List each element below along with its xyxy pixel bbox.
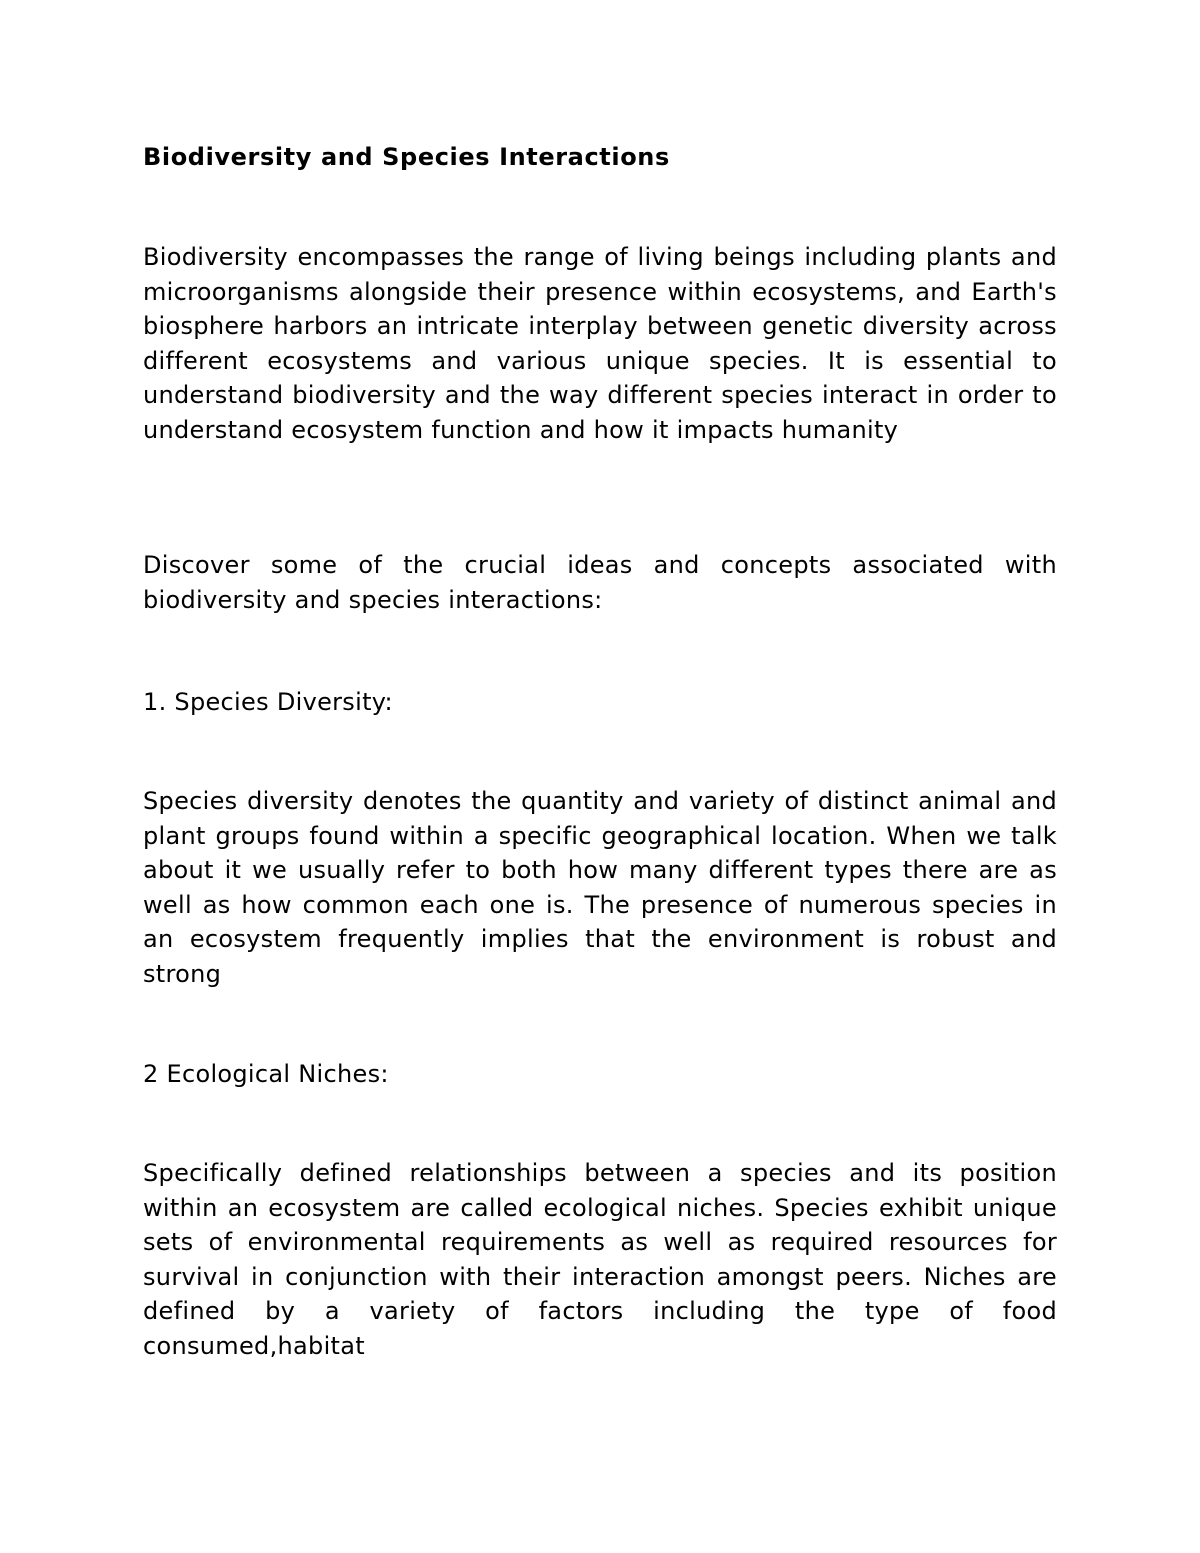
section-body-ecological-niches: Specifically defined relationships between a species and its position within an ecosystem are called ecological niches. Species exhibit unique sets of environmental requirements as well as required resources for survival in conjunction with their interaction amongst peers. Niches are defined by a variety of factors including the type of food consumed,habitat — [143, 1159, 1057, 1360]
document-title: Biodiversity and Species Interactions — [143, 143, 670, 171]
discover-paragraph: Discover some of the crucial ideas and concepts associated with biodiversity and species interactions: — [143, 551, 1057, 614]
section-body-species-diversity: Species diversity denotes the quantity and variety of distinct animal and plant groups found within a specific geographical location. When we talk about it we usually refer to both how many different types there are as well as how common each one is. The presence of numerous species in an ecosystem frequently implies that the environment is robust and strong — [143, 787, 1057, 988]
intro-paragraph: Biodiversity encompasses the range of living beings including plants and microorganisms alongside their presence within ecosystems, and Earth's biosphere harbors an intricate interplay between genetic diversity across different ecosystems and various unique species. It is essential to understand biodiversity and the way different species interact in order to understand ecosystem function and how it impacts humanity — [143, 243, 1057, 444]
section-heading-ecological-niches: 2 Ecological Niches: — [143, 1060, 389, 1088]
section-heading-species-diversity: 1. Species Diversity: — [143, 688, 393, 716]
